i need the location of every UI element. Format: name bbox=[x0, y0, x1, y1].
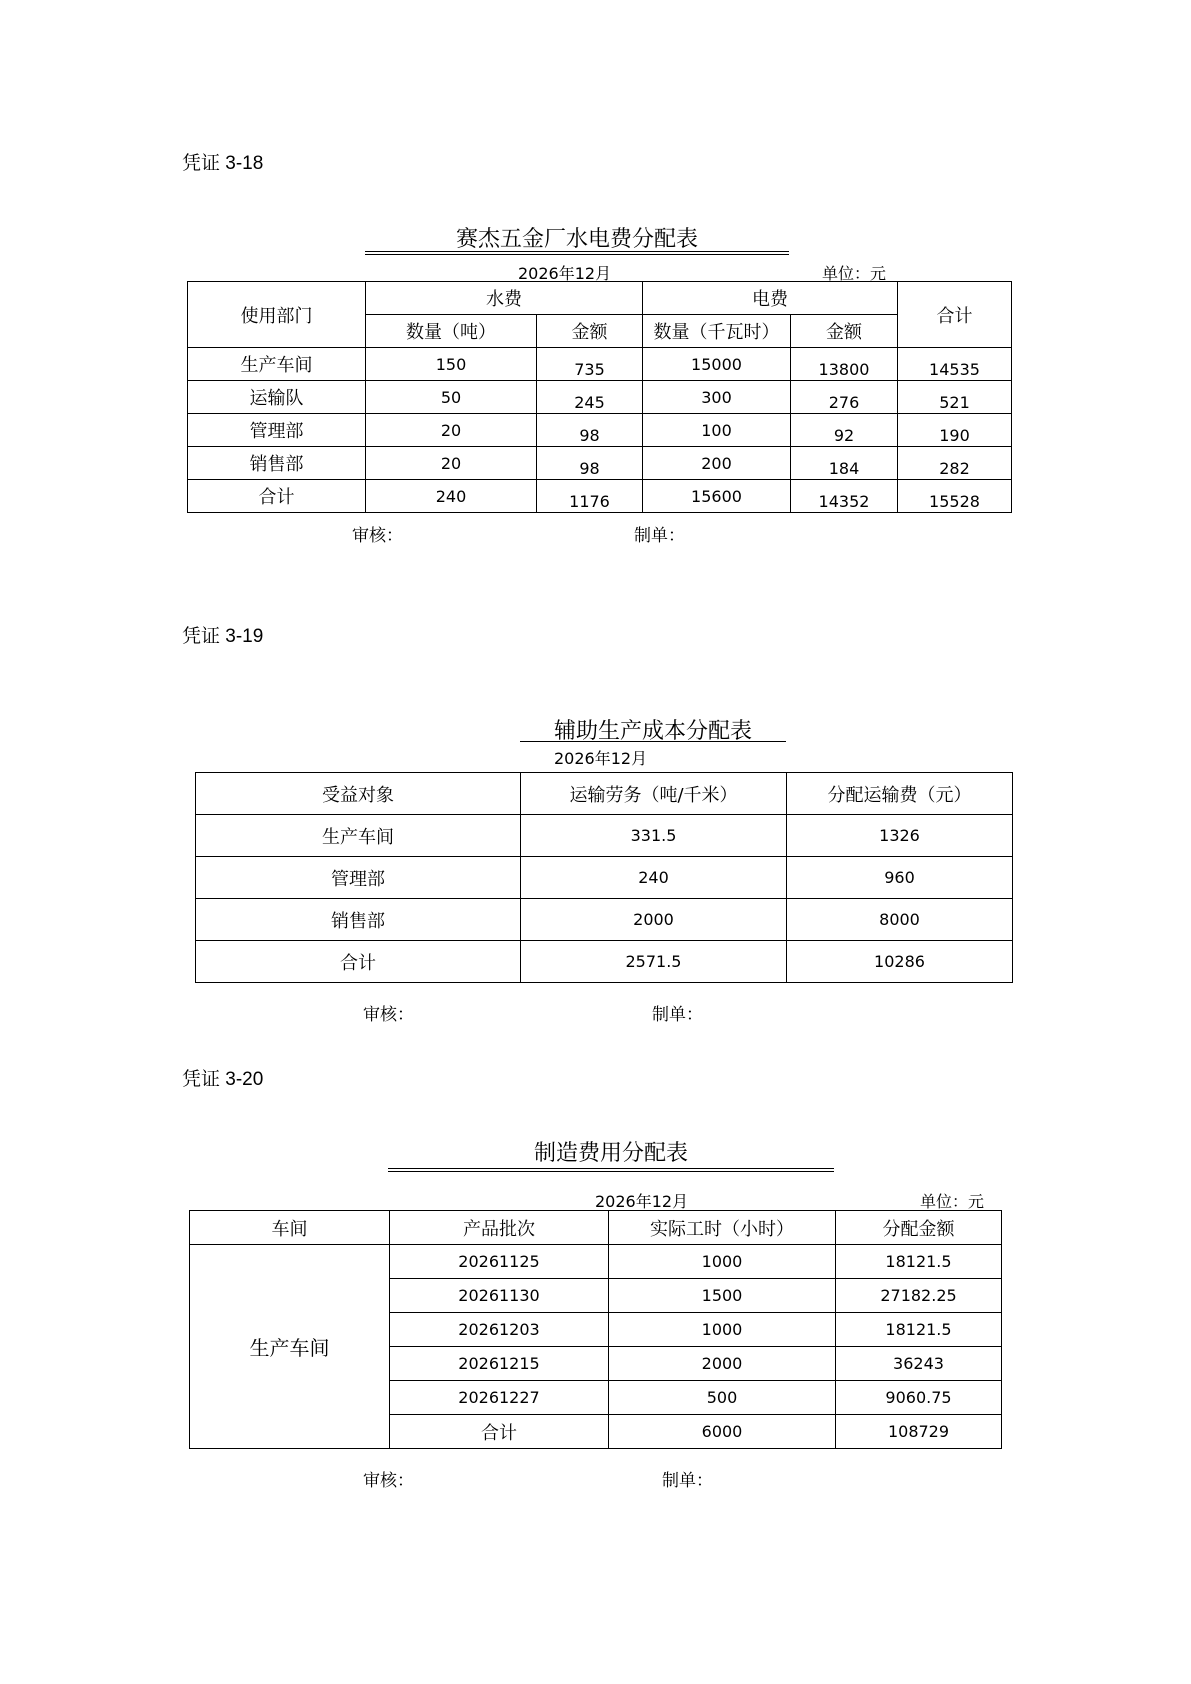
maker-label: 制单： bbox=[652, 1005, 703, 1025]
water-amount-cell: 98 bbox=[537, 414, 643, 447]
header-power-qty: 数量（千瓦时） bbox=[643, 315, 791, 348]
water-amount-cell: 1176 bbox=[537, 480, 643, 513]
amount-cell: 18121.5 bbox=[836, 1313, 1002, 1347]
unit-label: 单位：元 bbox=[822, 264, 887, 283]
service-cell: 2571.5 bbox=[521, 941, 787, 983]
voucher-label: 凭证 3-20 bbox=[182, 1069, 264, 1090]
water-qty-cell: 20 bbox=[366, 447, 537, 480]
total-cell: 14535 bbox=[898, 348, 1012, 381]
amount-cell: 9060.75 bbox=[836, 1381, 1002, 1415]
overhead-allocation-table bbox=[189, 1210, 1002, 1449]
water-amount-cell: 245 bbox=[537, 381, 643, 414]
maker-label: 制单： bbox=[634, 526, 685, 546]
header-water-qty: 数量（吨） bbox=[366, 315, 537, 348]
header-water-amount: 金额 bbox=[537, 315, 643, 348]
water-amount-cell: 98 bbox=[537, 447, 643, 480]
voucher-label: 凭证 3-18 bbox=[182, 153, 264, 174]
power-amount-cell: 276 bbox=[791, 381, 898, 414]
dept-cell: 生产车间 bbox=[188, 348, 366, 381]
beneficiary-cell: 合计 bbox=[196, 941, 521, 983]
unit-label: 单位：元 bbox=[920, 1192, 985, 1211]
header-workshop: 车间 bbox=[190, 1211, 390, 1245]
amount-cell: 27182.25 bbox=[836, 1279, 1002, 1313]
title-underline bbox=[388, 1168, 834, 1172]
audit-label: 审核： bbox=[363, 1005, 414, 1025]
table-row bbox=[196, 899, 1013, 941]
header-transport-fee: 分配运输费（元） bbox=[787, 773, 1013, 815]
header-transport-service: 运输劳务（吨/千米） bbox=[521, 773, 787, 815]
table-row bbox=[188, 348, 1012, 381]
beneficiary-cell: 生产车间 bbox=[196, 815, 521, 857]
utility-allocation-table bbox=[187, 281, 1012, 513]
header-power: 电费 bbox=[643, 282, 898, 315]
hours-cell: 1000 bbox=[609, 1313, 836, 1347]
table-row-total bbox=[196, 941, 1013, 983]
hours-cell: 500 bbox=[609, 1381, 836, 1415]
header-dept: 使用部门 bbox=[188, 282, 366, 348]
power-qty-cell: 200 bbox=[643, 447, 791, 480]
power-qty-cell: 300 bbox=[643, 381, 791, 414]
fee-cell: 960 bbox=[787, 857, 1013, 899]
table-row bbox=[188, 381, 1012, 414]
title-underline bbox=[520, 741, 786, 742]
title-underline bbox=[365, 251, 789, 255]
power-qty-cell: 15600 bbox=[643, 480, 791, 513]
total-cell: 521 bbox=[898, 381, 1012, 414]
table-row bbox=[188, 414, 1012, 447]
fee-cell: 8000 bbox=[787, 899, 1013, 941]
beneficiary-cell: 销售部 bbox=[196, 899, 521, 941]
power-amount-cell: 13800 bbox=[791, 348, 898, 381]
table-title: 制造费用分配表 bbox=[533, 1141, 688, 1166]
dept-cell: 合计 bbox=[188, 480, 366, 513]
table-row bbox=[190, 1245, 1002, 1279]
amount-cell: 108729 bbox=[836, 1415, 1002, 1449]
fee-cell: 1326 bbox=[787, 815, 1013, 857]
workshop-cell: 生产车间 bbox=[190, 1245, 390, 1449]
hours-cell: 1500 bbox=[609, 1279, 836, 1313]
hours-cell: 2000 bbox=[609, 1347, 836, 1381]
fee-cell: 10286 bbox=[787, 941, 1013, 983]
service-cell: 2000 bbox=[521, 899, 787, 941]
batch-cell: 20261125 bbox=[390, 1245, 609, 1279]
table-title: 赛杰五金厂水电费分配表 bbox=[455, 227, 698, 252]
table-row bbox=[196, 815, 1013, 857]
batch-cell: 合计 bbox=[390, 1415, 609, 1449]
dept-cell: 销售部 bbox=[188, 447, 366, 480]
table-row bbox=[188, 447, 1012, 480]
hours-cell: 6000 bbox=[609, 1415, 836, 1449]
power-amount-cell: 92 bbox=[791, 414, 898, 447]
power-qty-cell: 15000 bbox=[643, 348, 791, 381]
power-amount-cell: 14352 bbox=[791, 480, 898, 513]
water-qty-cell: 240 bbox=[366, 480, 537, 513]
amount-cell: 36243 bbox=[836, 1347, 1002, 1381]
batch-cell: 20261215 bbox=[390, 1347, 609, 1381]
total-cell: 15528 bbox=[898, 480, 1012, 513]
dept-cell: 运输队 bbox=[188, 381, 366, 414]
water-qty-cell: 150 bbox=[366, 348, 537, 381]
water-qty-cell: 20 bbox=[366, 414, 537, 447]
hours-cell: 1000 bbox=[609, 1245, 836, 1279]
service-cell: 331.5 bbox=[521, 815, 787, 857]
voucher-label: 凭证 3-19 bbox=[182, 626, 264, 647]
table-row bbox=[196, 857, 1013, 899]
table-title: 辅助生产成本分配表 bbox=[553, 719, 752, 744]
header-beneficiary: 受益对象 bbox=[196, 773, 521, 815]
dept-cell: 管理部 bbox=[188, 414, 366, 447]
amount-cell: 18121.5 bbox=[836, 1245, 1002, 1279]
header-total: 合计 bbox=[898, 282, 1012, 348]
table-date: 2026年12月 bbox=[518, 264, 612, 283]
header-amount: 分配金额 bbox=[836, 1211, 1002, 1245]
total-cell: 190 bbox=[898, 414, 1012, 447]
table-row-total bbox=[188, 480, 1012, 513]
auxiliary-cost-table bbox=[195, 772, 1013, 983]
batch-cell: 20261227 bbox=[390, 1381, 609, 1415]
batch-cell: 20261130 bbox=[390, 1279, 609, 1313]
table-date: 2026年12月 bbox=[554, 749, 648, 768]
water-qty-cell: 50 bbox=[366, 381, 537, 414]
service-cell: 240 bbox=[521, 857, 787, 899]
audit-label: 审核： bbox=[363, 1471, 414, 1491]
header-water: 水费 bbox=[366, 282, 643, 315]
table-date: 2026年12月 bbox=[595, 1192, 689, 1211]
audit-label: 审核： bbox=[352, 526, 403, 546]
header-power-amount: 金额 bbox=[791, 315, 898, 348]
header-hours: 实际工时（小时） bbox=[609, 1211, 836, 1245]
maker-label: 制单： bbox=[662, 1471, 713, 1491]
batch-cell: 20261203 bbox=[390, 1313, 609, 1347]
power-qty-cell: 100 bbox=[643, 414, 791, 447]
header-batch: 产品批次 bbox=[390, 1211, 609, 1245]
total-cell: 282 bbox=[898, 447, 1012, 480]
beneficiary-cell: 管理部 bbox=[196, 857, 521, 899]
water-amount-cell: 735 bbox=[537, 348, 643, 381]
power-amount-cell: 184 bbox=[791, 447, 898, 480]
